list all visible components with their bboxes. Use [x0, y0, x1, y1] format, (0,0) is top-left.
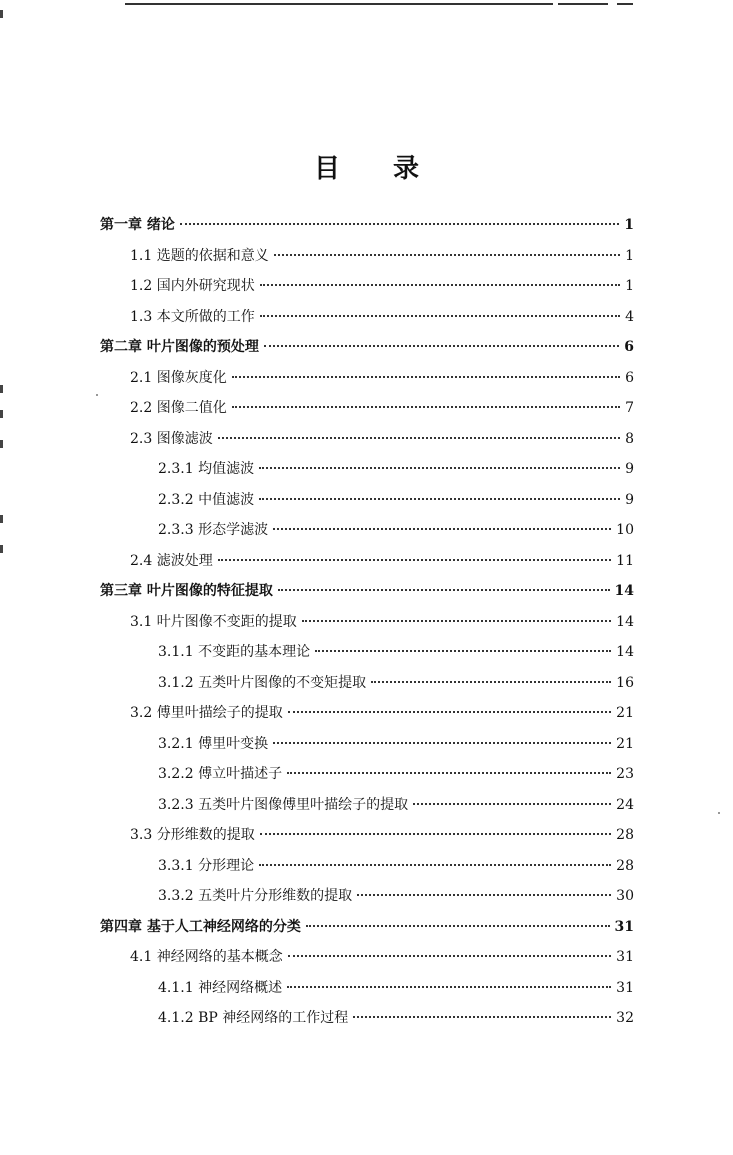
- toc-entry-page-number: 28: [616, 827, 634, 843]
- toc-entry[interactable]: [100, 917, 634, 937]
- toc-entry-page-number: 1: [625, 278, 634, 294]
- toc-entry-page-number: 31: [614, 918, 634, 935]
- toc-entry-title: 3.2.3 五类叶片图像傅里叶描绘子的提取: [158, 796, 409, 813]
- dot-leader: [260, 314, 620, 317]
- toc-entry-title: 2.1 图像灰度化: [130, 369, 227, 386]
- toc-entry-title: 第一章 绪论: [100, 217, 175, 233]
- toc-entry-title: 2.3.2 中值滤波: [158, 491, 255, 508]
- toc-entry-title: 2.3 图像滤波: [130, 430, 213, 447]
- toc-entry-page-number: 23: [616, 766, 634, 782]
- dot-leader: [259, 863, 611, 866]
- toc-entry[interactable]: [130, 551, 634, 571]
- dot-leader: [180, 222, 619, 225]
- toc-entry[interactable]: [158, 673, 634, 693]
- toc-entry-page-number: 6: [625, 369, 634, 386]
- toc-entry-page-number: 8: [625, 430, 634, 447]
- toc-entry-title: 1.3 本文所做的工作: [130, 308, 255, 325]
- scan-top-rule: [125, 3, 553, 5]
- toc-entry-page-number: 14: [614, 583, 634, 599]
- scan-top-rule-tail: [617, 3, 633, 5]
- toc-entry-page-number: 7: [625, 400, 634, 416]
- toc-entry-page-number: 31: [616, 949, 634, 965]
- page-title: 目 录: [313, 154, 442, 184]
- scan-edge-mark: [0, 410, 3, 418]
- toc-entry-title: 2.4 滤波处理: [130, 552, 213, 569]
- dot-leader: [353, 1015, 611, 1018]
- toc-entry-title: 3.1 叶片图像不变距的提取: [130, 613, 297, 630]
- toc-entry-title: 3.3.2 五类叶片分形维数的提取: [158, 888, 353, 904]
- toc-entry-title: 2.3.3 形态学滤波: [158, 522, 269, 538]
- scan-edge-mark: [0, 440, 3, 448]
- toc-entry-title: 4.1.1 神经网络概述: [158, 979, 283, 996]
- toc-entry[interactable]: [100, 215, 634, 235]
- toc-entry-title: 1.1 选题的依据和意义: [130, 247, 269, 264]
- toc-entry[interactable]: [130, 947, 634, 967]
- toc-entry-title: 3.1.2 五类叶片图像的不变矩提取: [158, 674, 367, 691]
- scan-edge-mark: [0, 385, 3, 393]
- toc-entry[interactable]: [130, 368, 634, 388]
- toc-entry-page-number: 1: [624, 217, 634, 233]
- dot-leader: [288, 954, 611, 957]
- dot-leader: [273, 527, 611, 530]
- dot-leader: [218, 558, 611, 561]
- dot-leader: [273, 741, 611, 744]
- toc-entry-page-number: 21: [616, 735, 634, 752]
- toc-entry-title: 第四章 基于人工神经网络的分类: [100, 918, 301, 935]
- toc-entry-page-number: 4: [625, 308, 634, 325]
- scan-edge-mark: [0, 10, 3, 18]
- dot-leader: [371, 680, 611, 683]
- dot-leader: [260, 283, 620, 286]
- toc-entry[interactable]: [158, 642, 634, 662]
- dot-leader: [274, 253, 620, 256]
- toc-entry-title: 2.2 图像二值化: [130, 400, 227, 416]
- toc-entry-title: 3.3 分形维数的提取: [130, 827, 255, 843]
- toc-entry[interactable]: [130, 703, 634, 723]
- toc-entry[interactable]: [158, 764, 634, 784]
- toc-entry-title: 3.2.2 傅立叶描述子: [158, 766, 283, 782]
- scan-edge-mark: [0, 545, 3, 553]
- scan-edge-mark: [0, 515, 3, 523]
- toc-entry[interactable]: [158, 978, 634, 998]
- toc-entry-page-number: 11: [616, 552, 634, 569]
- toc-entry-title: 1.2 国内外研究现状: [130, 278, 255, 294]
- toc-entry-page-number: 32: [616, 1010, 634, 1026]
- toc-entry-title: 3.3.1 分形理论: [158, 857, 255, 874]
- toc-entry-page-number: 9: [625, 491, 634, 508]
- toc-entry-page-number: 28: [616, 857, 634, 874]
- scan-speck: [718, 812, 720, 814]
- toc-entry[interactable]: [158, 795, 634, 815]
- dot-leader: [302, 619, 611, 622]
- toc-entry-page-number: 6: [624, 339, 634, 355]
- toc-entry-page-number: 16: [616, 674, 634, 691]
- dot-leader: [259, 466, 620, 469]
- toc-entry-title: 3.2 傅里叶描绘子的提取: [130, 705, 283, 721]
- dot-leader: [232, 405, 620, 408]
- dot-leader: [259, 497, 620, 500]
- dot-leader: [288, 710, 611, 713]
- toc-entry[interactable]: [158, 1008, 634, 1028]
- toc-entry[interactable]: [130, 307, 634, 327]
- dot-leader: [278, 588, 610, 591]
- toc-entry-page-number: 1: [625, 247, 634, 264]
- dot-leader: [218, 436, 620, 439]
- toc-entry[interactable]: [158, 490, 634, 510]
- dot-leader: [260, 832, 611, 835]
- dot-leader: [264, 344, 619, 347]
- toc-entry[interactable]: [130, 276, 634, 296]
- toc-entry-page-number: 21: [616, 705, 634, 721]
- dot-leader: [306, 924, 610, 927]
- dot-leader: [287, 985, 611, 988]
- toc-entry[interactable]: [130, 246, 634, 266]
- toc-entry-page-number: 14: [616, 613, 634, 630]
- toc-entry-page-number: 10: [616, 522, 634, 538]
- toc-entry[interactable]: [158, 734, 634, 754]
- toc-entry[interactable]: [100, 337, 634, 357]
- dot-leader: [315, 649, 611, 652]
- toc-entry[interactable]: [158, 459, 634, 479]
- toc-entry-title: 4.1 神经网络的基本概念: [130, 949, 283, 965]
- dot-leader: [357, 893, 611, 896]
- toc-entry-title: 第三章 叶片图像的特征提取: [100, 583, 273, 599]
- toc-entry[interactable]: [130, 398, 634, 418]
- toc-entry-page-number: 9: [625, 461, 634, 477]
- toc-entry-title: 3.2.1 傅里叶变换: [158, 735, 269, 752]
- dot-leader: [413, 802, 611, 805]
- dot-leader: [287, 771, 611, 774]
- toc-entry-page-number: 14: [616, 644, 634, 660]
- toc-entry-page-number: 24: [616, 796, 634, 813]
- toc-entry[interactable]: [130, 612, 634, 632]
- toc-entry-title: 4.1.2 BP 神经网络的工作过程: [158, 1010, 349, 1026]
- toc-entry[interactable]: [158, 886, 634, 906]
- toc-entry[interactable]: [158, 520, 634, 540]
- toc-entry-title: 2.3.1 均值滤波: [158, 461, 255, 477]
- toc-entry-title: 3.1.1 不变距的基本理论: [158, 644, 311, 660]
- toc-entry-page-number: 30: [616, 888, 634, 904]
- dot-leader: [232, 375, 620, 378]
- toc-entry[interactable]: [100, 581, 634, 601]
- scan-speck: [96, 394, 98, 396]
- toc-entry-title: 第二章 叶片图像的预处理: [100, 339, 259, 355]
- toc-entry[interactable]: [158, 856, 634, 876]
- scan-top-rule-short: [558, 3, 608, 5]
- toc-entry[interactable]: [130, 825, 634, 845]
- toc-entry-page-number: 31: [616, 979, 634, 996]
- toc-entry[interactable]: [130, 429, 634, 449]
